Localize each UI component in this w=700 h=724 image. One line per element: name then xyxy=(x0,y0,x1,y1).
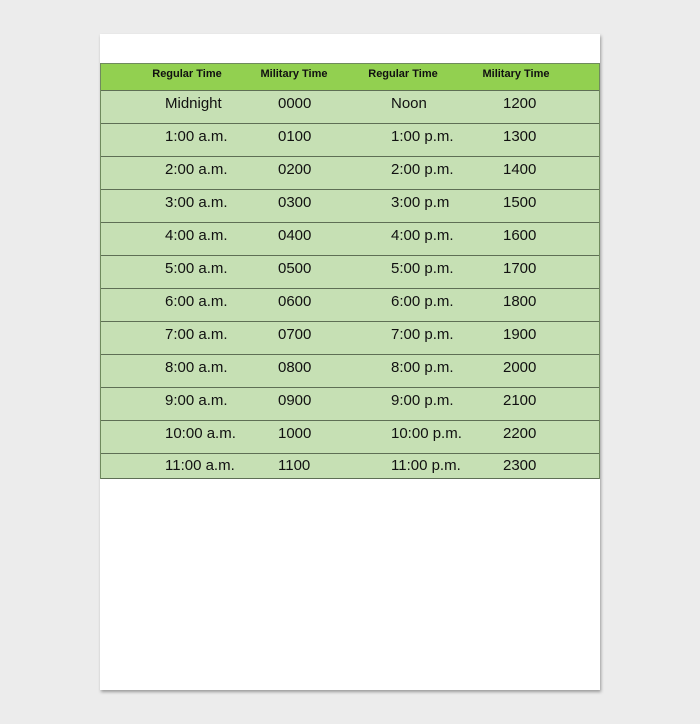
military-time-cell: 2300 xyxy=(503,456,537,474)
military-time-cell: 1500 xyxy=(503,193,537,211)
regular-time-cell: 9:00 p.m. xyxy=(391,391,454,409)
military-time-cell: 0200 xyxy=(278,160,312,178)
military-time-cell: 1200 xyxy=(503,94,537,112)
header-regular-time-2: Regular Time xyxy=(368,68,438,80)
regular-time-cell: 10:00 a.m. xyxy=(165,424,236,442)
military-time-cell: 1800 xyxy=(503,292,537,310)
regular-time-cell: 2:00 p.m. xyxy=(391,160,454,178)
regular-time-cell: 5:00 a.m. xyxy=(165,259,228,277)
regular-time-cell: 1:00 a.m. xyxy=(165,127,228,145)
regular-time-cell: 1:00 p.m. xyxy=(391,127,454,145)
header-regular-time-1: Regular Time xyxy=(152,68,222,80)
military-time-cell: 1100 xyxy=(278,456,311,474)
table-row xyxy=(101,454,599,479)
regular-time-cell: 2:00 a.m. xyxy=(165,160,228,178)
military-time-cell: 0400 xyxy=(278,226,312,244)
regular-time-cell: Midnight xyxy=(165,94,222,112)
military-time-cell: 2100 xyxy=(503,391,537,409)
military-time-cell: 0900 xyxy=(278,391,312,409)
military-time-cell: 0800 xyxy=(278,358,312,376)
military-time-cell: 0100 xyxy=(278,127,312,145)
military-time-cell: 0600 xyxy=(278,292,312,310)
military-time-cell: 1700 xyxy=(503,259,537,277)
regular-time-cell: 4:00 a.m. xyxy=(165,226,228,244)
military-time-cell: 2200 xyxy=(503,424,537,442)
military-time-cell: 1600 xyxy=(503,226,537,244)
military-time-cell: 1000 xyxy=(278,424,312,442)
regular-time-cell: 11:00 p.m. xyxy=(391,456,461,474)
header-military-time-1: Military Time xyxy=(260,68,328,80)
header-military-time-2: Military Time xyxy=(482,68,550,80)
regular-time-cell: 8:00 a.m. xyxy=(165,358,228,376)
regular-time-cell: 4:00 p.m. xyxy=(391,226,454,244)
regular-time-cell: 7:00 a.m. xyxy=(165,325,228,343)
regular-time-cell: Noon xyxy=(391,94,427,112)
regular-time-cell: 3:00 p.m xyxy=(391,193,450,211)
military-time-cell: 1900 xyxy=(503,325,537,343)
regular-time-cell: 6:00 a.m. xyxy=(165,292,228,310)
regular-time-cell: 7:00 p.m. xyxy=(391,325,454,343)
document-page xyxy=(100,34,600,690)
regular-time-cell: 3:00 a.m. xyxy=(165,193,228,211)
time-conversion-table xyxy=(100,63,600,479)
military-time-cell: 0500 xyxy=(278,259,312,277)
military-time-cell: 1300 xyxy=(503,127,537,145)
military-time-cell: 2000 xyxy=(503,358,537,376)
regular-time-cell: 9:00 a.m. xyxy=(165,391,228,409)
regular-time-cell: 10:00 p.m. xyxy=(391,424,462,442)
regular-time-cell: 8:00 p.m. xyxy=(391,358,454,376)
military-time-cell: 0700 xyxy=(278,325,312,343)
military-time-cell: 0000 xyxy=(278,94,312,112)
military-time-cell: 1400 xyxy=(503,160,537,178)
table-row xyxy=(101,421,599,454)
regular-time-cell: 11:00 a.m. xyxy=(165,456,235,474)
regular-time-cell: 6:00 p.m. xyxy=(391,292,454,310)
regular-time-cell: 5:00 p.m. xyxy=(391,259,454,277)
military-time-cell: 0300 xyxy=(278,193,312,211)
